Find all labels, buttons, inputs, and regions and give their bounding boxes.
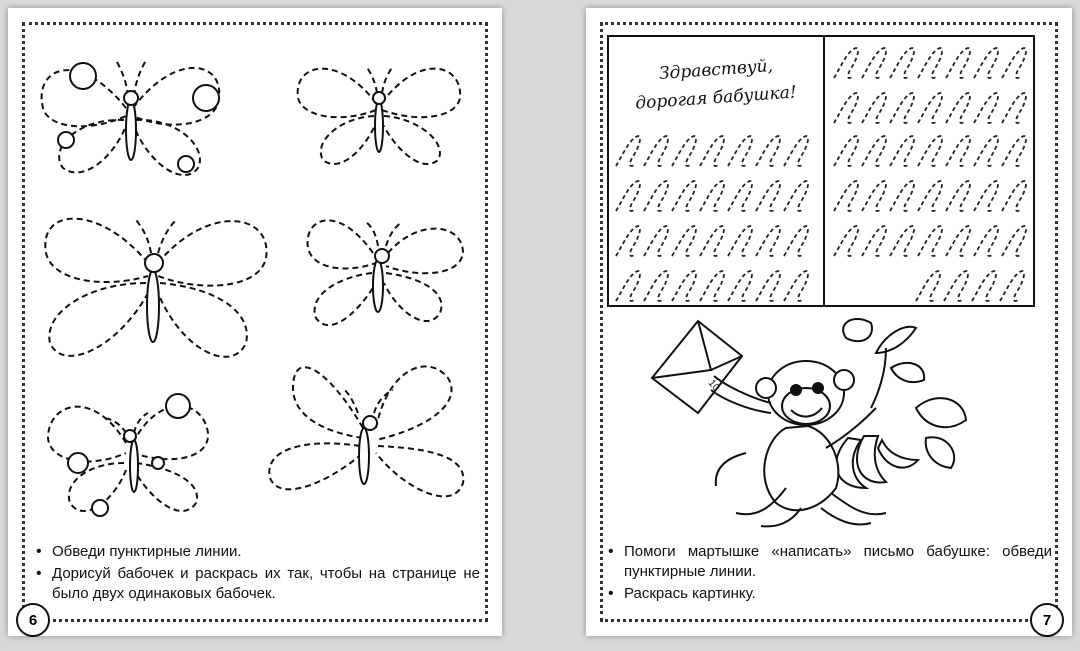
instruction-item: • Помоги мартышке «написать» письмо бабушке: обведи пунктирные линии. (606, 542, 1052, 582)
instruction-item: • Дорисуй бабочек и раскрась их так, чтобы на странице не было двух одинаковых бабочек. (34, 564, 480, 604)
page-number-right: 7 (1030, 603, 1064, 637)
instruction-item: • Раскрась картинку. (606, 584, 1052, 604)
banana-icon (836, 436, 918, 488)
letter-greeting-line1: Здравствуй, (658, 56, 774, 84)
butterfly-icon (308, 220, 463, 325)
left-instructions (34, 542, 480, 606)
envelope-stamp: 10 (705, 377, 722, 394)
right-page (586, 8, 1072, 636)
instruction-item: • Обведи пунктирные линии. (34, 542, 480, 562)
right-instructions (606, 542, 1052, 606)
letter-greeting-line2: дорогая бабушка! (634, 82, 798, 114)
butterflies-illustration (8, 8, 502, 548)
left-page (8, 8, 502, 636)
page-number-left: 6 (16, 603, 50, 637)
envelope-icon (652, 321, 742, 413)
letter-and-monkey-illustration (586, 8, 1072, 548)
